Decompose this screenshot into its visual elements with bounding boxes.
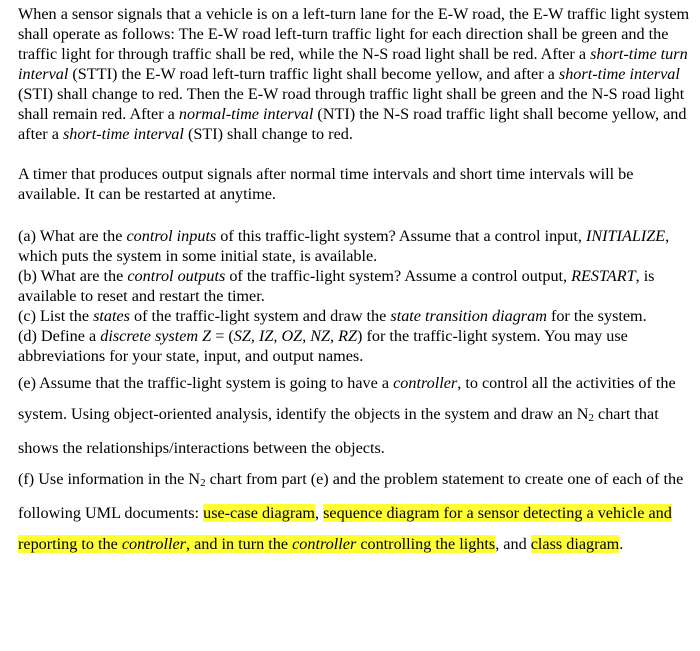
text-run: (c) List the [18, 307, 94, 325]
term: controller [292, 534, 357, 553]
question-e [18, 368, 690, 464]
text-run: (f) Use information in the N [18, 469, 201, 488]
question-a [18, 226, 690, 266]
term-sti: short-time interval [62, 125, 184, 143]
text-run: (a) What are the [18, 227, 127, 245]
text-run: = ( [211, 327, 234, 345]
text-run: ) for the traffic-light system. You may use abbreviations for your state, input, and output names. [18, 327, 628, 365]
text-run: (e) Assume that the traffic-light system is going to have a [18, 374, 394, 392]
highlight-class: class diagram [530, 534, 620, 553]
subscript: 2 [588, 411, 594, 424]
text-run: (NTI) the N-S road traffic light shall become yellow, and after a [18, 105, 687, 143]
text-run: , and [495, 534, 531, 553]
question-f [18, 464, 690, 560]
text-run: , and in turn the [186, 534, 293, 553]
text-run: controlling the lights [356, 534, 496, 553]
text-run: . [619, 534, 624, 553]
text-run: , to control all the activities of the system. Using object-oriented analysis, identify the objects in the system and draw an N [18, 374, 676, 423]
text-run: for the system. [546, 307, 647, 325]
text-run: When a sensor signals that a vehicle is on a left-turn lane for the E-W road, the E-W traffic light system shall operate as follows: The E-W road left-turn traffic light for each direction shall be green and the traffic light for through traffic shall be red, while the N-S road light shall be red. After a [18, 5, 690, 63]
question-d [18, 326, 690, 366]
term: control outputs [127, 267, 226, 285]
text-run: , [315, 504, 324, 522]
text-run: (d) Define a [18, 327, 101, 345]
document-body [18, 4, 690, 559]
term: controller [393, 374, 458, 392]
term: SZ, IZ, OZ, NZ, RZ [233, 327, 358, 345]
highlight-use-case: use-case diagram [203, 504, 315, 522]
term: discrete system Z [100, 327, 212, 345]
term: states [93, 307, 130, 325]
term-sti: short-time interval [558, 65, 680, 83]
question-c [18, 306, 690, 326]
text-run: , is available to reset and restart the timer. [18, 267, 655, 305]
term-stti: short-time turn interval [18, 45, 688, 83]
text-run: (STTI) the E-W road left-turn traffic light shall become yellow, and after a [68, 65, 559, 83]
text-run: sequence diagram for a sensor detecting a vehicle and reporting to the [18, 504, 672, 553]
term-nti: normal-time interval [178, 105, 314, 123]
problem-statement [18, 4, 690, 144]
term: RESTART [571, 267, 636, 285]
text-run: of this traffic-light system? Assume that a control input, [216, 227, 586, 245]
text-run: (STI) shall change to red. [183, 125, 353, 143]
timer-paragraph: A timer that produces output signals after normal time intervals and short time intervals will be available. It can be restarted at anytime. [18, 165, 634, 203]
text-run: (b) What are the [18, 267, 128, 285]
question-b [18, 266, 690, 306]
text-run: of the traffic-light system? Assume a control output, [225, 267, 572, 285]
text-run: chart that shows the relationships/interactions between the objects. [18, 404, 659, 457]
text-run: , which puts the system in some initial state, is available. [18, 227, 670, 265]
term: control inputs [126, 227, 217, 245]
subscript: 2 [200, 476, 206, 489]
text-run: of the traffic-light system and draw the [129, 307, 391, 325]
term: state transition diagram [390, 307, 547, 325]
text-run: (STI) shall change to red. Then the E-W road through traffic light shall be green and the N-S road light shall remain red. After a [18, 85, 685, 123]
term: INITIALIZE [585, 227, 666, 245]
term: controller [121, 534, 186, 553]
text-run: chart from part (e) and the problem statement to create one of each of the following UML documents: [18, 469, 684, 522]
